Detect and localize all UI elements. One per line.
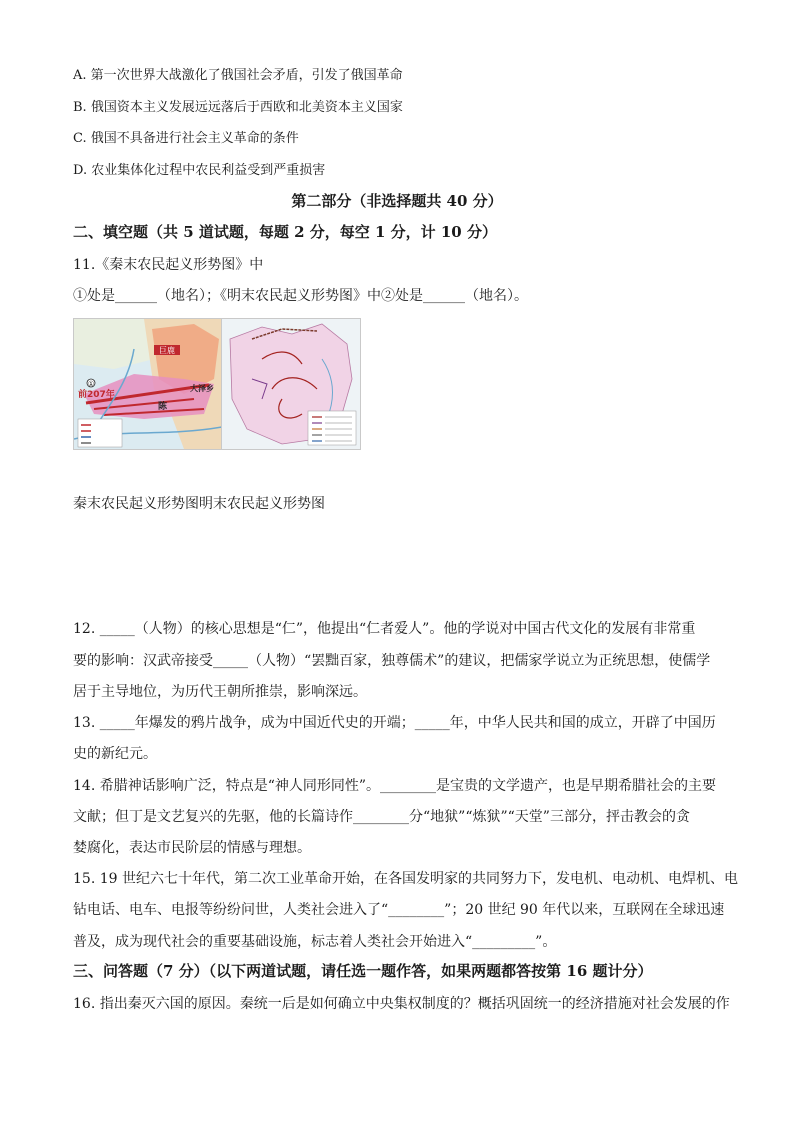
q12-line3: 居于主导地位，为历代王朝所推崇，影响深远。 [73, 684, 367, 700]
ming-uprising-map [221, 318, 361, 450]
map-label-dazexiang: 大泽乡 [190, 384, 214, 393]
option-a: A. 第一次世界大战激化了俄国社会矛盾，引发了俄国革命 [73, 68, 403, 83]
map-label-julu: 巨鹿 [159, 346, 175, 355]
q12-line1: 12. _____（人物）的核心思想是“仁”，他提出“仁者爱人”。他的学说对中国古代文化的发展有非常重 [73, 621, 696, 637]
map-label-year: 前207年 [78, 390, 115, 400]
map-figures [73, 318, 359, 448]
q13-line2: 史的新纪元。 [73, 746, 157, 762]
q14-line3: 婪腐化，表达市民阶层的情感与理想。 [73, 840, 311, 856]
q14-line1: 14. 希腊神话影响广泛，特点是“神人同形同性”。________是宝贵的文学遗产，也是早期希腊社会的主要 [73, 778, 717, 794]
q12-line2: 要的影响：汉武帝接受_____（人物）“罢黜百家，独尊儒术”的建议，把儒家学说立为正统思想，使儒学 [73, 653, 711, 669]
section2-title: 二、填空题（共 5 道试题，每题 2 分，每空 1 分，计 10 分） [73, 223, 497, 241]
map-label-chen: 陈 [158, 402, 168, 412]
option-c: C. 俄国不具备进行社会主义革命的条件 [73, 131, 299, 146]
q11-caption: 秦末农民起义形势图明末农民起义形势图 [73, 496, 325, 512]
map-marker-1: ① [87, 380, 95, 388]
q14-line2: 文献；但丁是文艺复兴的先驱，他的长篇诗作________分“地狱”“炼狱”“天堂”三部分，抨击教会的贪 [73, 809, 690, 825]
q13-line1: 13. _____年爆发的鸦片战争，成为中国近代史的开端；_____年，中华人民共和国的成立，开辟了中国历 [73, 715, 716, 731]
q15-line1: 15. 19 世纪六七十年代，第二次工业革命开始，在各国发明家的共同努力下，发电机、电动机、电焊机、电 [73, 871, 738, 887]
q11-line2: ①处是______（地名）；《明末农民起义形势图》中②处是______（地名）。 [73, 288, 528, 304]
q11-line1: 11.《秦末农民起义形势图》中 [73, 257, 264, 273]
q15-line3: 普及，成为现代社会的重要基础设施，标志着人类社会开始进入“_________”。 [73, 934, 557, 950]
option-d: D. 农业集体化过程中农民利益受到严重损害 [73, 163, 326, 178]
q16-line1: 16. 指出秦灭六国的原因。秦统一后是如何确立中央集权制度的？概括巩固统一的经济措施对社会发展的作 [73, 996, 730, 1012]
q15-line2: 钻电话、电车、电报等纷纷问世，人类社会进入了“________”；20 世纪 90 年代以来，互联网在全球迅速 [73, 902, 725, 918]
part2-title: 第二部分（非选择题共 40 分） [291, 192, 503, 210]
section3-title: 三、问答题（7 分）（以下两道试题，请任选一题作答，如果两题都答按第 16 题计分） [73, 962, 653, 980]
qin-uprising-map [73, 318, 223, 450]
option-b: B. 俄国资本主义发展远远落后于西欧和北美资本主义国家 [73, 100, 403, 115]
